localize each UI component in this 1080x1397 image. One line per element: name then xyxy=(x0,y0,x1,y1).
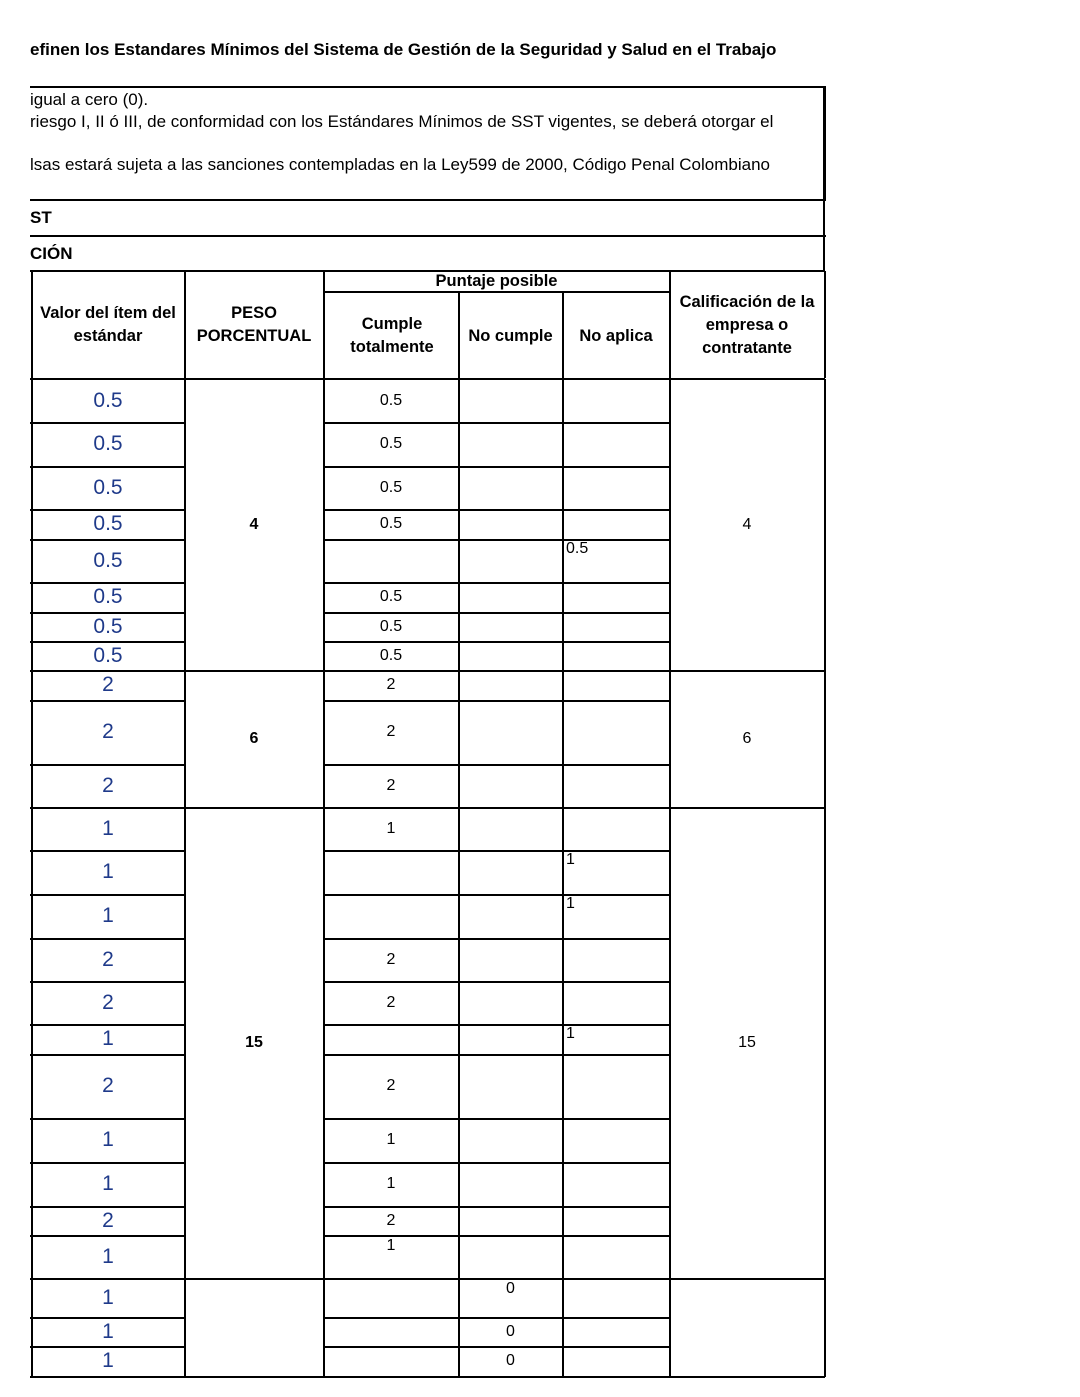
no-cumple-cell xyxy=(459,1054,562,1118)
no-cumple-cell xyxy=(459,509,562,539)
valor-item-cell: 0.5 xyxy=(93,614,123,638)
cumple-cell: 0.5 xyxy=(379,478,403,496)
valor-item-cell: 1 xyxy=(102,1027,114,1050)
cumple-cell: 0.5 xyxy=(379,391,403,409)
no-cumple-cell xyxy=(459,1024,562,1054)
cumple-cell: 2 xyxy=(386,1077,396,1094)
notes-top-border xyxy=(30,86,826,88)
body-col-line xyxy=(824,379,826,1377)
section-title-sst: ST xyxy=(30,208,52,227)
cumple-cell xyxy=(324,894,458,938)
valor-item-cell: 0.5 xyxy=(93,643,123,667)
sections-right-border xyxy=(823,199,825,271)
valor-item-cell: 0.5 xyxy=(93,548,123,572)
note-line-3: lsas estará sujeta a las sanciones contempladas en la Ley599 de 2000, Código Penal Colombiano xyxy=(30,155,770,174)
no-aplica-cell: 1 xyxy=(566,851,575,868)
header-puntaje-posible: Puntaje posible xyxy=(435,272,558,290)
valor-item-cell: 1 xyxy=(102,1244,114,1268)
calificacion-cell: 15 xyxy=(738,1033,756,1051)
no-cumple-cell xyxy=(459,1162,562,1206)
note-line-1: igual a cero (0). xyxy=(30,90,149,109)
valor-item-cell: 0.5 xyxy=(93,512,123,535)
no-aplica-cell xyxy=(563,641,669,670)
cumple-cell xyxy=(324,1024,458,1054)
valor-item-cell: 2 xyxy=(102,1074,114,1097)
no-cumple-cell xyxy=(459,938,562,981)
no-aplica-cell xyxy=(563,807,669,850)
no-aplica-cell xyxy=(563,1317,669,1346)
valor-item-cell: 0.5 xyxy=(93,432,123,455)
no-aplica-cell: 0.5 xyxy=(566,540,589,557)
valor-item-cell: 1 xyxy=(102,904,114,927)
no-cumple-cell: 0 xyxy=(506,1280,515,1297)
no-cumple-cell xyxy=(459,894,562,938)
valor-item-cell: 0.5 xyxy=(93,585,123,608)
no-aplica-cell xyxy=(563,612,669,641)
cumple-cell: 0.5 xyxy=(379,617,403,635)
no-cumple-cell xyxy=(459,612,562,641)
cumple-cell: 1 xyxy=(386,1175,396,1192)
valor-item-cell: 2 xyxy=(102,947,114,971)
no-aplica-cell xyxy=(563,509,669,539)
section-border-2 xyxy=(30,235,826,237)
valor-item-cell: 1 xyxy=(102,1128,114,1151)
cumple-cell: 2 xyxy=(386,993,396,1011)
no-cumple-cell xyxy=(459,422,562,466)
no-aplica-cell xyxy=(563,938,669,981)
no-cumple-cell xyxy=(459,582,562,612)
no-cumple-cell xyxy=(459,764,562,807)
calificacion-cell: 4 xyxy=(742,515,752,533)
valor-item-cell: 2 xyxy=(102,990,114,1014)
valor-item-cell: 0.5 xyxy=(93,388,123,412)
peso-porcentual-cell: 15 xyxy=(245,1033,263,1051)
valor-item-cell: 1 xyxy=(102,816,114,840)
valor-item-cell: 1 xyxy=(102,860,114,883)
header-peso-porcentual: PESO PORCENTUAL xyxy=(196,304,312,345)
cumple-cell: 2 xyxy=(386,950,396,968)
no-cumple-cell: 0 xyxy=(506,1352,515,1369)
cumple-cell xyxy=(324,850,458,894)
no-cumple-cell xyxy=(459,670,562,700)
no-aplica-cell xyxy=(563,1346,669,1376)
document-title: efinen los Estandares Mínimos del Sistema de Gestión de la Seguridad y Salud en el Trabajo xyxy=(30,40,777,59)
no-aplica-cell xyxy=(563,422,669,466)
valor-item-cell: 2 xyxy=(102,1208,114,1232)
cumple-cell: 0.5 xyxy=(379,515,403,532)
no-aplica-cell: 1 xyxy=(566,895,575,912)
no-cumple-cell xyxy=(459,807,562,850)
calificacion-cell: 6 xyxy=(742,729,752,747)
cumple-cell: 0.5 xyxy=(379,588,403,605)
no-cumple-cell xyxy=(459,1206,562,1235)
cumple-cell xyxy=(324,1346,458,1376)
header-no-aplica: No aplica xyxy=(579,326,653,345)
cumple-cell: 0.5 xyxy=(379,435,403,452)
no-aplica-cell xyxy=(563,466,669,509)
calificacion-cell xyxy=(670,1278,824,1376)
valor-item-cell: 0.5 xyxy=(93,475,123,499)
header-calificacion: Calificación de la empresa o contratante xyxy=(679,292,815,357)
header-col-line xyxy=(824,271,826,378)
header-valor-item: Valor del ítem del estándar xyxy=(40,304,176,345)
no-aplica-cell xyxy=(563,582,669,612)
valor-item-cell: 2 xyxy=(102,720,114,743)
no-cumple-cell xyxy=(459,981,562,1024)
peso-porcentual-cell: 4 xyxy=(249,515,259,533)
cumple-cell: 2 xyxy=(386,723,396,740)
cumple-cell: 2 xyxy=(386,676,396,693)
cumple-cell xyxy=(324,539,458,582)
cumple-cell: 1 xyxy=(386,1131,396,1148)
peso-porcentual-cell: 6 xyxy=(249,729,259,747)
no-aplica-cell xyxy=(563,1235,669,1278)
no-cumple-cell xyxy=(459,1118,562,1162)
no-aplica-cell xyxy=(563,1278,669,1317)
valor-item-cell: 2 xyxy=(102,673,114,696)
section-title-calificacion: CIÓN xyxy=(30,244,73,263)
cumple-cell: 2 xyxy=(386,776,396,794)
header-no-cumple: No cumple xyxy=(468,326,553,345)
no-cumple-cell xyxy=(459,850,562,894)
no-cumple-cell xyxy=(459,700,562,764)
no-aplica-cell xyxy=(563,1206,669,1235)
cumple-cell: 2 xyxy=(386,1211,396,1229)
notes-right-border xyxy=(823,86,826,200)
no-aplica-cell xyxy=(563,1162,669,1206)
no-aplica-cell xyxy=(563,379,669,422)
valor-item-cell: 1 xyxy=(102,1319,114,1343)
cumple-cell: 1 xyxy=(386,819,396,837)
header-cumple-totalmente: Cumple totalmente xyxy=(350,315,434,356)
valor-item-cell: 1 xyxy=(102,1172,114,1195)
no-aplica-cell xyxy=(563,1118,669,1162)
valor-item-cell: 1 xyxy=(102,1285,114,1309)
no-aplica-cell xyxy=(563,1054,669,1118)
no-cumple-cell xyxy=(459,466,562,509)
no-aplica-cell xyxy=(563,670,669,700)
valor-item-cell: 2 xyxy=(102,773,114,797)
no-cumple-cell xyxy=(459,539,562,582)
group-row-line xyxy=(30,1376,825,1378)
note-line-2: riesgo I, II ó III, de conformidad con los Estándares Mínimos de SST vigentes, se deberá otorgar el xyxy=(30,112,774,131)
cumple-cell xyxy=(324,1317,458,1346)
no-cumple-cell xyxy=(459,641,562,670)
no-aplica-cell xyxy=(563,981,669,1024)
peso-porcentual-cell xyxy=(185,1278,323,1376)
cumple-cell: 0.5 xyxy=(379,646,403,664)
section-border-1 xyxy=(30,199,826,201)
cumple-cell: 1 xyxy=(386,1237,396,1254)
valor-item-cell: 1 xyxy=(102,1349,114,1372)
no-cumple-cell: 0 xyxy=(506,1322,515,1340)
cumple-cell xyxy=(324,1278,458,1317)
no-aplica-cell xyxy=(563,700,669,764)
no-cumple-cell xyxy=(459,379,562,422)
no-aplica-cell: 1 xyxy=(566,1025,575,1042)
no-aplica-cell xyxy=(563,764,669,807)
no-cumple-cell xyxy=(459,1235,562,1278)
